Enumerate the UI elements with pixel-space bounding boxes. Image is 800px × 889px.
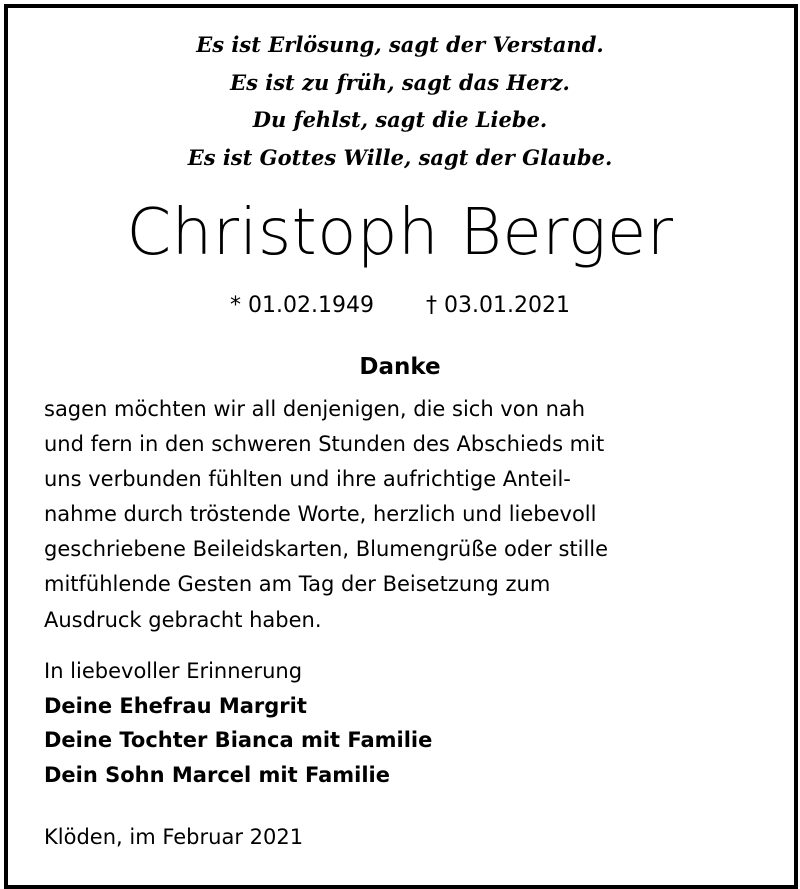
deceased-name: Christoph Berger xyxy=(126,196,674,270)
death-date: † 03.01.2021 xyxy=(426,293,570,318)
memorial-verse xyxy=(0,26,800,176)
paragraph-line: nahme durch tröstende Worte, herzlich und liebevoll xyxy=(44,502,597,527)
paragraph-line: und fern in den schweren Stunden des Abschieds mit xyxy=(44,432,605,457)
paragraph-line: mitfühlende Gesten am Tag der Beisetzung zum xyxy=(44,572,551,597)
thanks-heading: Danke xyxy=(359,354,441,380)
signature-intro: In liebevoller Erinnerung xyxy=(44,659,303,683)
birth-date: * 01.02.1949 xyxy=(230,293,374,318)
verse-line: Es ist zu früh, sagt das Herz. xyxy=(230,69,570,95)
paragraph-line: Ausdruck gebracht haben. xyxy=(44,607,322,632)
mourner-name: Deine Tochter Bianca mit Familie xyxy=(44,728,433,752)
verse-line: Es ist Gottes Wille, sagt der Glaube. xyxy=(187,144,613,170)
signature-block xyxy=(44,654,764,792)
paragraph-line: sagen möchten wir all denjenigen, die sich von nah xyxy=(44,397,586,421)
thanks-paragraph xyxy=(44,392,764,638)
verse-line: Es ist Erlösung, sagt der Verstand. xyxy=(196,32,604,57)
mourner-name: Dein Sohn Marcel mit Familie xyxy=(44,762,390,787)
place-and-date: Klöden, im Februar 2021 xyxy=(44,825,304,849)
paragraph-line: geschriebene Beileidskarten, Blumengrüße oder stille xyxy=(44,537,609,562)
verse-line: Du fehlst, sagt die Liebe. xyxy=(252,107,548,132)
life-dates xyxy=(0,290,800,322)
paragraph-line: uns verbunden fühlten und ihre aufrichtige Anteil- xyxy=(44,467,571,492)
mourner-name: Deine Ehefrau Margrit xyxy=(44,693,307,718)
